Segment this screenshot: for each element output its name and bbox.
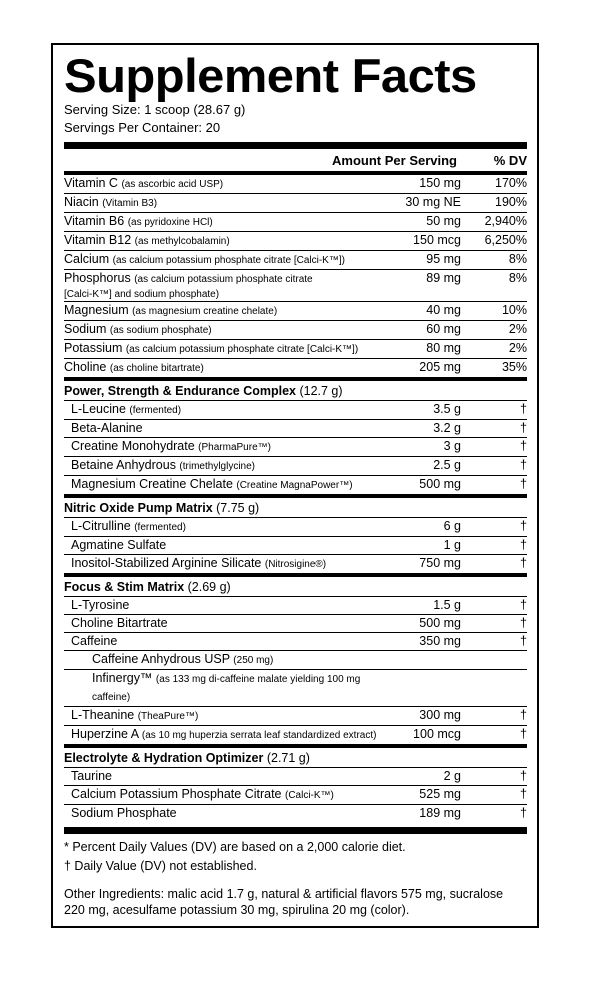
group-weight: (7.75 g) — [216, 501, 260, 515]
ingredient-dv: † — [520, 787, 527, 801]
ingredient-dv: 8% — [508, 271, 527, 285]
ingredient-row — [64, 651, 527, 670]
ingredient-dv: † — [520, 439, 527, 453]
ingredient-note: (as choline bitartrate) — [109, 363, 204, 374]
ingredient-amount: 2 g — [443, 769, 461, 783]
footnotes — [64, 838, 527, 876]
other-ingredients: Other Ingredients: malic acid 1.7 g, natural & artificial flavors 575 mg, sucralose 220 mg, acesulfame potassium 30 mg, spirulina 20 mg (color). — [64, 887, 504, 917]
group-rule — [64, 377, 527, 381]
ingredient-row — [64, 401, 527, 420]
ingredient-amount: 189 mg — [419, 806, 461, 820]
ingredient-dv: † — [520, 616, 527, 630]
ingredient-dv: † — [520, 598, 527, 612]
ingredient-name: Phosphorus (as calcium potassium phosphate citrate [Calci-K™] and sodium phosphate) — [64, 270, 391, 301]
ingredient-note: (as 10 mg huperzia serrata leaf standardized extract) — [141, 730, 377, 741]
ingredient-row — [64, 768, 527, 786]
ingredient-name: Caffeine Anhydrous USP (250 mg) — [92, 652, 274, 666]
ingredient-dv: 35% — [501, 360, 527, 374]
ingredient-dv: † — [520, 727, 527, 741]
vitamin-list — [64, 175, 527, 377]
ingredient-note: (as pyridoxine HCl) — [127, 217, 213, 228]
ingredient-amount: 500 mg — [419, 477, 461, 491]
ingredient-amount: 1.5 g — [433, 598, 461, 612]
ingredient-note: (as magnesium creatine chelate) — [132, 306, 278, 317]
ingredient-row — [64, 438, 527, 457]
ingredient-row — [64, 518, 527, 537]
footnote-dagger: † Daily Value (DV) not established. — [64, 859, 257, 873]
ingredient-dv — [467, 651, 527, 669]
ingredient-amount: 60 mg — [426, 322, 461, 336]
ingredient-amount: 500 mg — [419, 616, 461, 630]
ingredient-row — [64, 302, 527, 321]
ingredient-note: (fermented) — [134, 522, 186, 533]
ingredient-note: (as 133 mg di-caffeine malate yielding 100 mg caffeine) — [92, 674, 361, 703]
group-rule — [64, 494, 527, 498]
group-title: Power, Strength & Endurance Complex (12.7 g) — [64, 383, 527, 401]
ingredient-amount: 6 g — [443, 519, 461, 533]
ingredient-amount: 525 mg — [419, 787, 461, 801]
ingredient-amount: 100 mcg — [413, 727, 461, 741]
ingredient-amount: 205 mg — [419, 360, 461, 374]
ingredient-row — [64, 340, 527, 359]
ingredient-note: (as sodium phosphate) — [109, 325, 212, 336]
dv-header: % DV — [493, 152, 527, 168]
ingredient-name: Calcium (as calcium potassium phosphate citrate [Calci-K™]) — [64, 252, 345, 266]
ingredient-name: Potassium (as calcium potassium phosphate citrate [Calci-K™]) — [64, 341, 359, 355]
ingredient-row — [64, 537, 527, 555]
thick-rule — [64, 142, 527, 149]
ingredient-note: (as calcium potassium phosphate citrate [Calci-K™]) — [125, 344, 359, 355]
ingredient-note: (Calci-K™) — [284, 790, 334, 801]
ingredient-note: (fermented) — [129, 405, 182, 416]
ingredient-note: (trimethylglycine) — [179, 461, 255, 472]
ingredient-amount: 300 mg — [419, 708, 461, 722]
group-rule — [64, 573, 527, 577]
ingredient-name: Magnesium (as magnesium creatine chelate) — [64, 303, 278, 317]
ingredient-dv: † — [520, 477, 527, 491]
ingredient-name: Taurine — [71, 769, 112, 783]
ingredient-amount: 2.5 g — [433, 458, 461, 472]
ingredient-dv: 2% — [508, 322, 527, 336]
ingredient-name: Calcium Potassium Phosphate Citrate (Calci-K™) — [71, 787, 334, 801]
ingredient-amount: 50 mg — [426, 214, 461, 228]
ingredient-note: (PharmaPure™) — [198, 442, 271, 453]
group-weight: (2.71 g) — [266, 751, 310, 765]
ingredient-name: L-Leucine (fermented) — [71, 402, 182, 416]
ingredient-name: Vitamin B6 (as pyridoxine HCl) — [64, 214, 213, 228]
panel-title: Supplement Facts — [64, 49, 477, 102]
ingredient-name: Choline Bitartrate — [71, 616, 168, 630]
ingredient-dv: † — [520, 402, 527, 416]
ingredient-name: Choline (as choline bitartrate) — [64, 360, 204, 374]
ingredient-row — [64, 420, 527, 438]
group-rule — [64, 744, 527, 748]
ingredient-row — [64, 633, 527, 651]
ingredient-name: Agmatine Sulfate — [71, 538, 167, 552]
ingredient-dv: † — [520, 538, 527, 552]
ingredient-dv: † — [520, 806, 527, 820]
ingredient-dv: † — [520, 556, 527, 570]
footnote-dv: * Percent Daily Values (DV) are based on a 2,000 calorie diet. — [64, 840, 406, 854]
ingredient-dv: 8% — [508, 252, 527, 266]
ingredient-note-line2: [Calci-K™] and sodium phosphate) — [64, 289, 220, 300]
ingredient-name: Magnesium Creatine Chelate (Creatine MagnaPower™) — [71, 477, 353, 491]
ingredient-dv: 170% — [495, 176, 527, 190]
ingredient-amount: 30 mg NE — [405, 195, 461, 209]
ingredient-amount: 3.2 g — [433, 421, 461, 435]
ingredient-dv: 2,940% — [484, 214, 527, 228]
ingredient-dv — [467, 670, 527, 706]
ingredient-dv: † — [520, 769, 527, 783]
ingredient-note: (Nitrosigine®) — [264, 559, 327, 570]
ingredient-amount: 150 mcg — [413, 233, 461, 247]
ingredient-dv: 10% — [501, 303, 527, 317]
ingredient-row — [64, 251, 527, 270]
ingredient-amount: 1 g — [443, 538, 461, 552]
ingredient-row — [64, 175, 527, 194]
ingredient-note: (TheaPure™) — [137, 711, 199, 722]
ingredient-dv: 2% — [508, 341, 527, 355]
group-title: Focus & Stim Matrix (2.69 g) — [64, 579, 527, 597]
ingredient-row — [64, 457, 527, 476]
ingredient-dv: 6,250% — [484, 233, 527, 247]
ingredient-row — [64, 707, 527, 726]
ingredient-amount — [391, 670, 467, 706]
thick-rule-bottom — [64, 827, 527, 834]
ingredient-amount: 150 mg — [419, 176, 461, 190]
ingredient-dv: † — [520, 634, 527, 648]
supplement-facts-panel — [51, 43, 539, 928]
ingredient-amount — [391, 651, 467, 669]
ingredient-name: Caffeine — [71, 634, 118, 648]
ingredient-name: Vitamin B12 (as methylcobalamin) — [64, 233, 230, 247]
ingredient-groups — [64, 377, 527, 822]
ingredient-row — [64, 786, 527, 805]
group-title: Electrolyte & Hydration Optimizer (2.71 g) — [64, 750, 527, 768]
group-weight: (2.69 g) — [187, 580, 231, 594]
ingredient-row — [64, 805, 527, 822]
ingredient-amount: 3 g — [443, 439, 461, 453]
ingredient-row — [64, 270, 527, 302]
amount-header: Amount Per Serving — [332, 152, 457, 168]
ingredient-dv: † — [520, 519, 527, 533]
ingredient-row — [64, 213, 527, 232]
ingredient-name: L-Citrulline (fermented) — [71, 519, 186, 533]
ingredient-note: (as calcium potassium phosphate citrate [Calci-K™]) — [112, 255, 345, 266]
ingredient-name: Beta-Alanine — [71, 421, 143, 435]
ingredient-row — [64, 321, 527, 340]
ingredient-note: (as ascorbic acid USP) — [121, 179, 224, 190]
ingredient-row — [64, 555, 527, 573]
ingredient-amount: 40 mg — [426, 303, 461, 317]
ingredient-dv: † — [520, 421, 527, 435]
ingredient-name: L-Tyrosine — [71, 598, 130, 612]
ingredient-dv: † — [520, 708, 527, 722]
ingredient-note: (as methylcobalamin) — [134, 236, 230, 247]
ingredient-name: Creatine Monohydrate (PharmaPure™) — [71, 439, 271, 453]
ingredient-name: L-Theanine (TheaPure™) — [71, 708, 199, 722]
ingredient-name: Sodium (as sodium phosphate) — [64, 322, 212, 336]
ingredient-name: Huperzine A (as 10 mg huperzia serrata leaf standardized extract) — [71, 727, 377, 741]
ingredient-amount: 350 mg — [419, 634, 461, 648]
ingredient-name: Betaine Anhydrous (trimethylglycine) — [71, 458, 255, 472]
ingredient-name: Niacin (Vitamin B3) — [64, 195, 158, 209]
ingredient-amount: 750 mg — [419, 556, 461, 570]
ingredient-row — [64, 359, 527, 377]
ingredient-amount: 89 mg — [426, 271, 461, 285]
ingredient-row — [64, 615, 527, 633]
ingredient-name: Sodium Phosphate — [71, 806, 177, 820]
servings-per-container: Servings Per Container: 20 — [64, 120, 221, 135]
ingredient-name: Inositol-Stabilized Arginine Silicate (Nitrosigine®) — [71, 556, 327, 570]
ingredient-amount: 3.5 g — [433, 402, 461, 416]
ingredient-dv: 190% — [495, 195, 527, 209]
ingredient-name: Infinergy™ (as 133 mg di-caffeine malate yielding 100 mg caffeine) — [92, 671, 361, 703]
ingredient-note: (250 mg) — [233, 655, 274, 666]
ingredient-row — [64, 476, 527, 494]
serving-size: Serving Size: 1 scoop (28.67 g) — [64, 102, 246, 117]
ingredient-row — [64, 726, 527, 744]
ingredient-note: (as calcium potassium phosphate citrate — [134, 274, 313, 285]
ingredient-row — [64, 670, 527, 707]
ingredient-row — [64, 232, 527, 251]
ingredient-amount: 95 mg — [426, 252, 461, 266]
ingredient-name: Vitamin C (as ascorbic acid USP) — [64, 176, 224, 190]
group-title: Nitric Oxide Pump Matrix (7.75 g) — [64, 500, 527, 518]
ingredient-amount: 80 mg — [426, 341, 461, 355]
ingredient-note: (Creatine MagnaPower™) — [236, 480, 353, 491]
ingredient-row — [64, 597, 527, 615]
ingredient-note: (Vitamin B3) — [102, 198, 158, 209]
ingredient-dv: † — [520, 458, 527, 472]
ingredient-row — [64, 194, 527, 213]
column-header — [64, 149, 527, 171]
group-weight: (12.7 g) — [299, 384, 343, 398]
